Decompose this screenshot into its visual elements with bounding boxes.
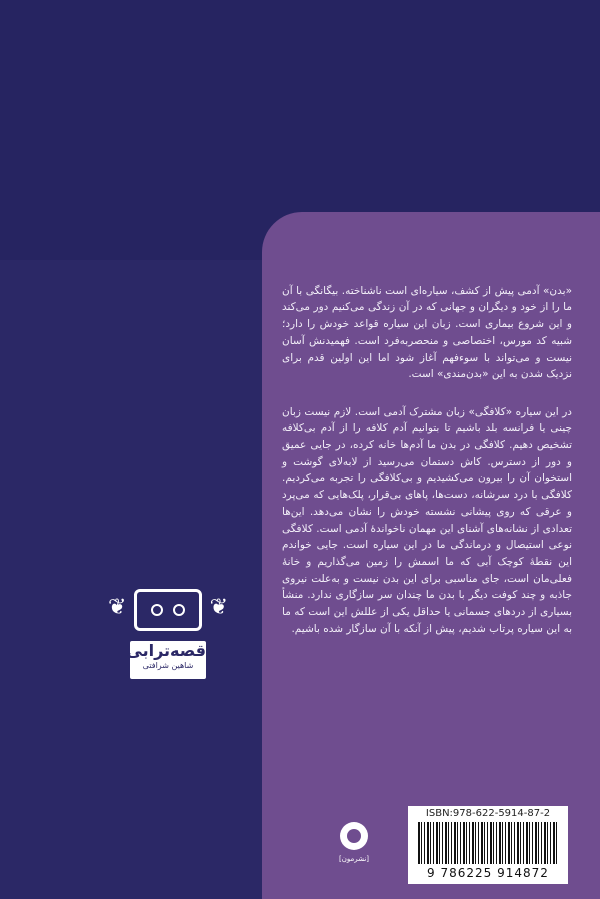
leaf-icon: ❦: [108, 595, 127, 620]
isbn-label: ISBN:978-622-5914-87-2: [425, 808, 551, 819]
barcode-bars: [418, 822, 558, 864]
leaf-icon: ❦: [209, 595, 228, 620]
cassette-icon: [134, 589, 202, 631]
barcode-digits: 9 786225 914872: [427, 866, 549, 880]
isbn-barcode: [408, 806, 568, 884]
blurb-paragraph-2: در این سیاره «کلافگی» زبان مشترک آدمی است. لازم نیست زبان چینی یا فرانسه بلد باشیم تا بتوانیم آدم کلافه را از آدم بی‌کلافه تشخیص دهیم. کلافگی در بدن ما آدم‌ها خانه کرده، در جایی عمیق و دور از دسترس. کاش دستمان می‌رسید از لابه‌لای گوشت و استخوان آن را بیرون می‌کشیدیم و بی‌کلافگی را تجربه می‌کردیم. کلافگی با درد سرشانه، دست‌ها، پاهای بی‌قرار، پلک‌هایی که می‌پرد و عرقی که روی پیشانی نشسته خودش را نشان می‌دهد. این‌ها تعدادی از نشانه‌های آشنای این مهمان ناخوانده‌ٔ آدمی است. کلافگی نوعی استیصال و درماندگی ما در این سیاره است. جایی خواندم این نقطه‌ٔ کوچک آبی که ما اسمش را زمین می‌گذاریم و خانهٔ فعلی‌مان است، جای مناسبی برای این بدن نیست و به‌علت نیروی جاذبه و چند کوفت دیگر با بدن ما چندان سر سازگاری ندارد. منشأ بسیاری از دردهای جسمانی یا حداقل یکی از عللش این است که ما به این سیاره پرتاب شدیم، پیش از آنکه با آن سازگار شده باشیم.: [282, 405, 572, 635]
series-title: قصه‌ترابی: [126, 641, 206, 660]
series-logo: [108, 585, 228, 695]
series-logo-box: [126, 641, 206, 679]
back-cover-blurb: [282, 266, 572, 658]
publisher-logo-icon: [340, 822, 368, 850]
blurb-paragraph-1: «بدن» آدمی پیش از کشف، سیاره‌ای است ناشناخته. بیگانگی با آن ما را از خود و دیگران و جهانی که در آن زندگی می‌کنیم دور می‌کند و این شروع بیماری است. زبان این سیاره قواعد خودش را دارد؛ شبیه کد مورس، اختصاصی و منحصربه‌فرد است. فهمیدنش آسان نیست و می‌تواند با سوءفهم آغاز شود اما این اولین قدم برای نزدیک شدن به این «بدن‌مندی» است.: [282, 284, 572, 381]
publisher-name: [نشرمون]: [338, 855, 370, 863]
series-subtitle: شاهین شرافتی: [142, 661, 194, 670]
